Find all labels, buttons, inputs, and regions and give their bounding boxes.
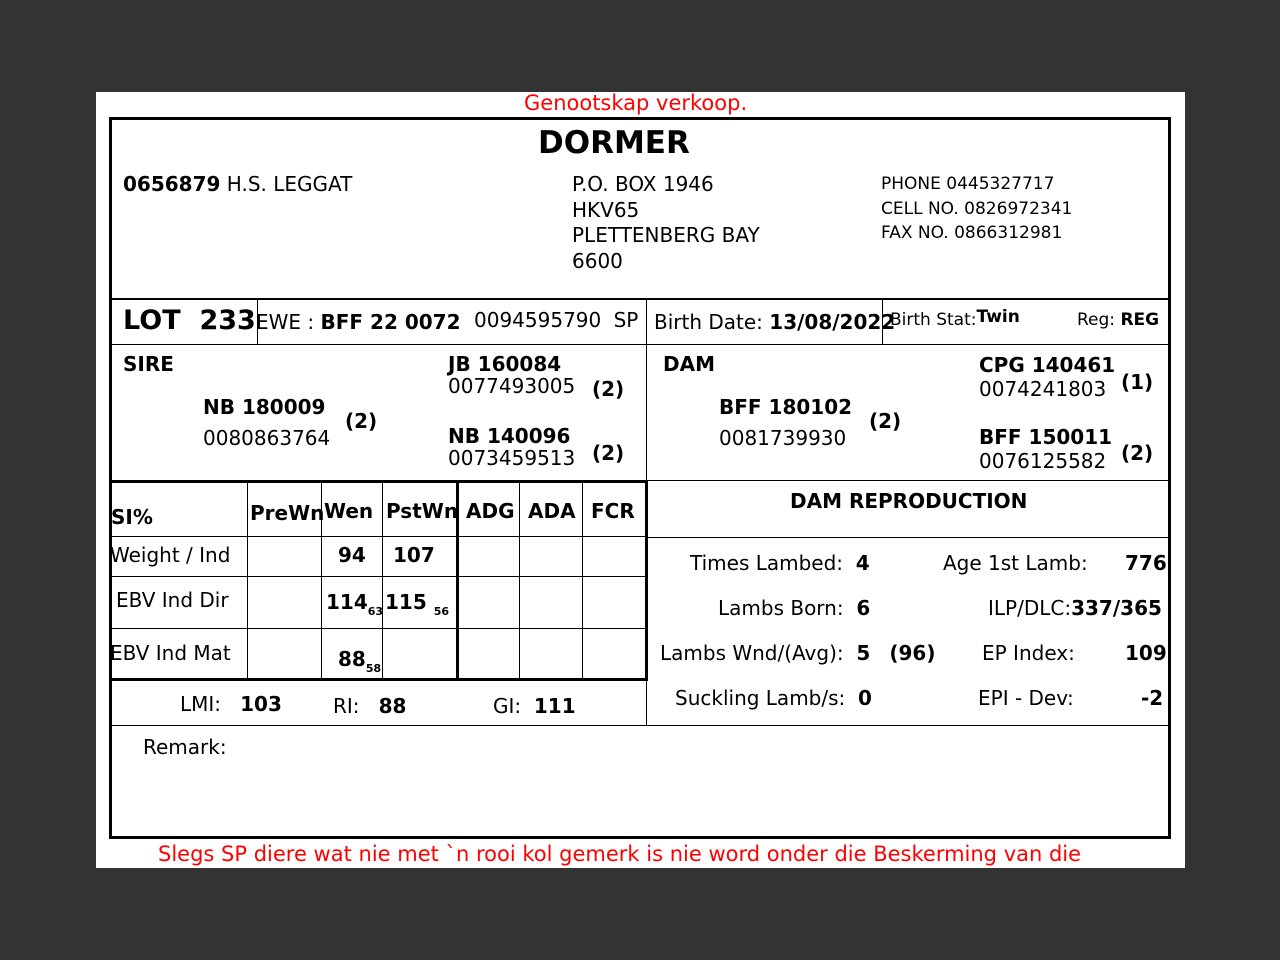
sire-dam-no: 0073459513 (448, 446, 576, 470)
lmi-label: LMI: (180, 692, 222, 716)
ewe-reg-no (474, 308, 638, 332)
reg-value: REG (1120, 310, 1160, 330)
breed-title: DORMER (538, 125, 690, 161)
table-rule (110, 576, 645, 577)
breeder-address (572, 172, 760, 274)
ilp-value: 337/365 (1071, 596, 1162, 620)
dam-dam-grade: (2) (1121, 441, 1154, 465)
table-col-line (382, 482, 383, 679)
table-bottom-border (110, 678, 648, 681)
sire-sire (448, 353, 575, 397)
table-col-line (582, 482, 583, 679)
table-top-border (110, 480, 648, 483)
address-line: HKV65 (572, 197, 640, 222)
lambs-born-value: 6 (856, 596, 871, 620)
divider (110, 298, 1170, 300)
lmi-value: 103 (240, 692, 282, 716)
ebv-mat-wen-acc: 58 (365, 662, 382, 675)
table-rule (110, 536, 645, 537)
dam-reproduction-title: DAM REPRODUCTION (790, 489, 1028, 513)
sire-no: 0080863764 (203, 426, 331, 450)
ebv-dir-pstwn-value: 115 (385, 590, 427, 614)
ri (333, 694, 406, 718)
row-label-ebv-dir: EBV Ind Dir (116, 588, 229, 612)
ri-label: RI: (333, 694, 360, 718)
catalogue-card (96, 92, 1185, 868)
ri-value: 88 (378, 694, 407, 718)
dam-no: 0081739930 (719, 426, 847, 450)
birth-date (654, 310, 895, 334)
sire-dam (448, 425, 575, 469)
fax: FAX NO. 0866312981 (881, 223, 1063, 243)
dam-sire-id: CPG 140461 (979, 353, 1116, 377)
age-first-lamb-value: 776 (1125, 551, 1167, 575)
lot-label: LOT (123, 305, 181, 336)
reg-no: 0094595790 (474, 308, 602, 332)
ebv-dir-pstwn-acc: 56 (433, 605, 450, 618)
birth-date-label: Birth Date: (654, 310, 763, 334)
epi-dev-label: EPI - Dev: (978, 686, 1074, 710)
address-line: PLETTENBERG BAY (572, 223, 760, 247)
gi (493, 694, 576, 718)
lot-number (123, 305, 256, 336)
lambs-weaned-label: Lambs Wnd/(Avg): (660, 641, 844, 665)
suckling-value: 0 (857, 686, 872, 710)
row-label-ebv-mat: EBV Ind Mat (110, 641, 231, 665)
divider (110, 344, 1170, 345)
header-adg: ADG (466, 499, 515, 523)
dam-grade: (2) (869, 409, 902, 433)
reg-label: Reg: (1077, 310, 1116, 330)
breeder-line (123, 172, 352, 196)
dam-sire-grade: (1) (1121, 370, 1154, 394)
lambs-weaned (660, 641, 935, 665)
lambs-weaned-avg: (96) (889, 641, 936, 665)
divider (647, 480, 1170, 481)
sire-sire-id: JB 160084 (448, 352, 562, 376)
row-label-weight: Weight / Ind (110, 543, 231, 567)
ebv-dir-wen (326, 590, 384, 618)
birth-stat-value: Twin (976, 307, 1020, 327)
ewe-label: EWE : (256, 310, 315, 334)
header-ada: ADA (528, 499, 576, 523)
sire-label: SIRE (123, 352, 174, 376)
table-col-line (645, 482, 648, 679)
address-line: 6600 (572, 248, 623, 273)
birth-stat (890, 307, 1020, 330)
lambs-born-label: Lambs Born: (718, 596, 844, 620)
table-col-line (519, 482, 520, 679)
header-fcr: FCR (591, 499, 635, 523)
age-first-lamb-label: Age 1st Lamb: (943, 551, 1088, 575)
gi-value: 111 (533, 694, 576, 718)
ebv-mat-wen-value: 88 (338, 647, 366, 671)
times-lambed-value: 4 (855, 551, 870, 575)
sire-id: NB 180009 (203, 395, 326, 419)
remark-label: Remark: (143, 735, 227, 759)
gi-label: GI: (493, 694, 522, 718)
frame-bottom (109, 836, 1171, 839)
lmi (180, 692, 282, 716)
ebv-dir-pstwn (385, 590, 450, 618)
ewe-id: BFF 22 0072 (320, 310, 461, 334)
ilp-dlc (988, 596, 1162, 620)
dam-dam (979, 425, 1112, 473)
top-notice: Genootskap verkoop. (524, 91, 748, 115)
weight-pstwn: 107 (393, 543, 435, 567)
sire (203, 392, 330, 454)
ewe-info (256, 310, 461, 334)
breeder-contacts (881, 172, 1072, 246)
table-col-line (247, 482, 248, 679)
ep-index-label: EP Index: (982, 641, 1075, 665)
weight-wen: 94 (338, 543, 366, 567)
dam (719, 392, 852, 454)
frame-top (109, 117, 1171, 120)
bottom-notice: Slegs SP diere wat nie met `n rooi kol gemerk is nie word onder die Beskerming van die (158, 842, 1082, 866)
header-wen: Wen (324, 499, 374, 523)
reg-status (1077, 310, 1159, 330)
lambs-born (718, 596, 870, 620)
sire-grade: (2) (345, 409, 378, 433)
divider (647, 537, 1170, 538)
header-si: SI% (111, 505, 153, 529)
sire-sire-grade: (2) (592, 377, 625, 401)
ebv-dir-wen-value: 114 (326, 590, 368, 614)
dam-sire-no: 0074241803 (979, 377, 1107, 401)
sire-dam-id: NB 140096 (448, 424, 571, 448)
table-rule (110, 628, 645, 629)
birth-stat-label: Birth Stat: (890, 310, 977, 330)
dam-dam-id: BFF 150011 (979, 425, 1113, 449)
suckling-lambs (675, 686, 872, 710)
dam-dam-no: 0076125582 (979, 449, 1107, 473)
dam-id: BFF 180102 (719, 395, 853, 419)
divider (110, 725, 1170, 726)
birth-date-value: 13/08/2022 (769, 310, 896, 334)
sire-sire-no: 0077493005 (448, 374, 576, 398)
epi-dev-value: -2 (1141, 686, 1164, 710)
suckling-label: Suckling Lamb/s: (675, 686, 846, 710)
sp-mark: SP (613, 308, 639, 332)
breeder-name: H.S. LEGGAT (226, 172, 353, 196)
frame-left (109, 117, 112, 839)
cell: CELL NO. 0826972341 (881, 198, 1073, 219)
lot-value: 233 (199, 305, 256, 336)
ep-index-value: 109 (1125, 641, 1167, 665)
header-pstwn: PstWn (386, 499, 459, 523)
address-line: P.O. BOX 1946 (572, 172, 714, 196)
ilp-label: ILP/DLC: (988, 596, 1072, 620)
frame-right (1168, 117, 1171, 839)
phone: PHONE 0445327717 (881, 174, 1055, 194)
breeder-number: 0656879 (123, 172, 221, 196)
lambs-weaned-value: 5 (856, 641, 871, 665)
times-lambed-label: Times Lambed: (690, 551, 844, 575)
ebv-mat-wen (338, 647, 382, 675)
dam-label: DAM (663, 352, 715, 376)
sire-dam-grade: (2) (592, 441, 625, 465)
dam-sire (979, 353, 1115, 401)
header-prewn: PreWn (250, 501, 325, 525)
ebv-dir-wen-acc: 63 (367, 605, 384, 618)
times-lambed (690, 551, 870, 575)
